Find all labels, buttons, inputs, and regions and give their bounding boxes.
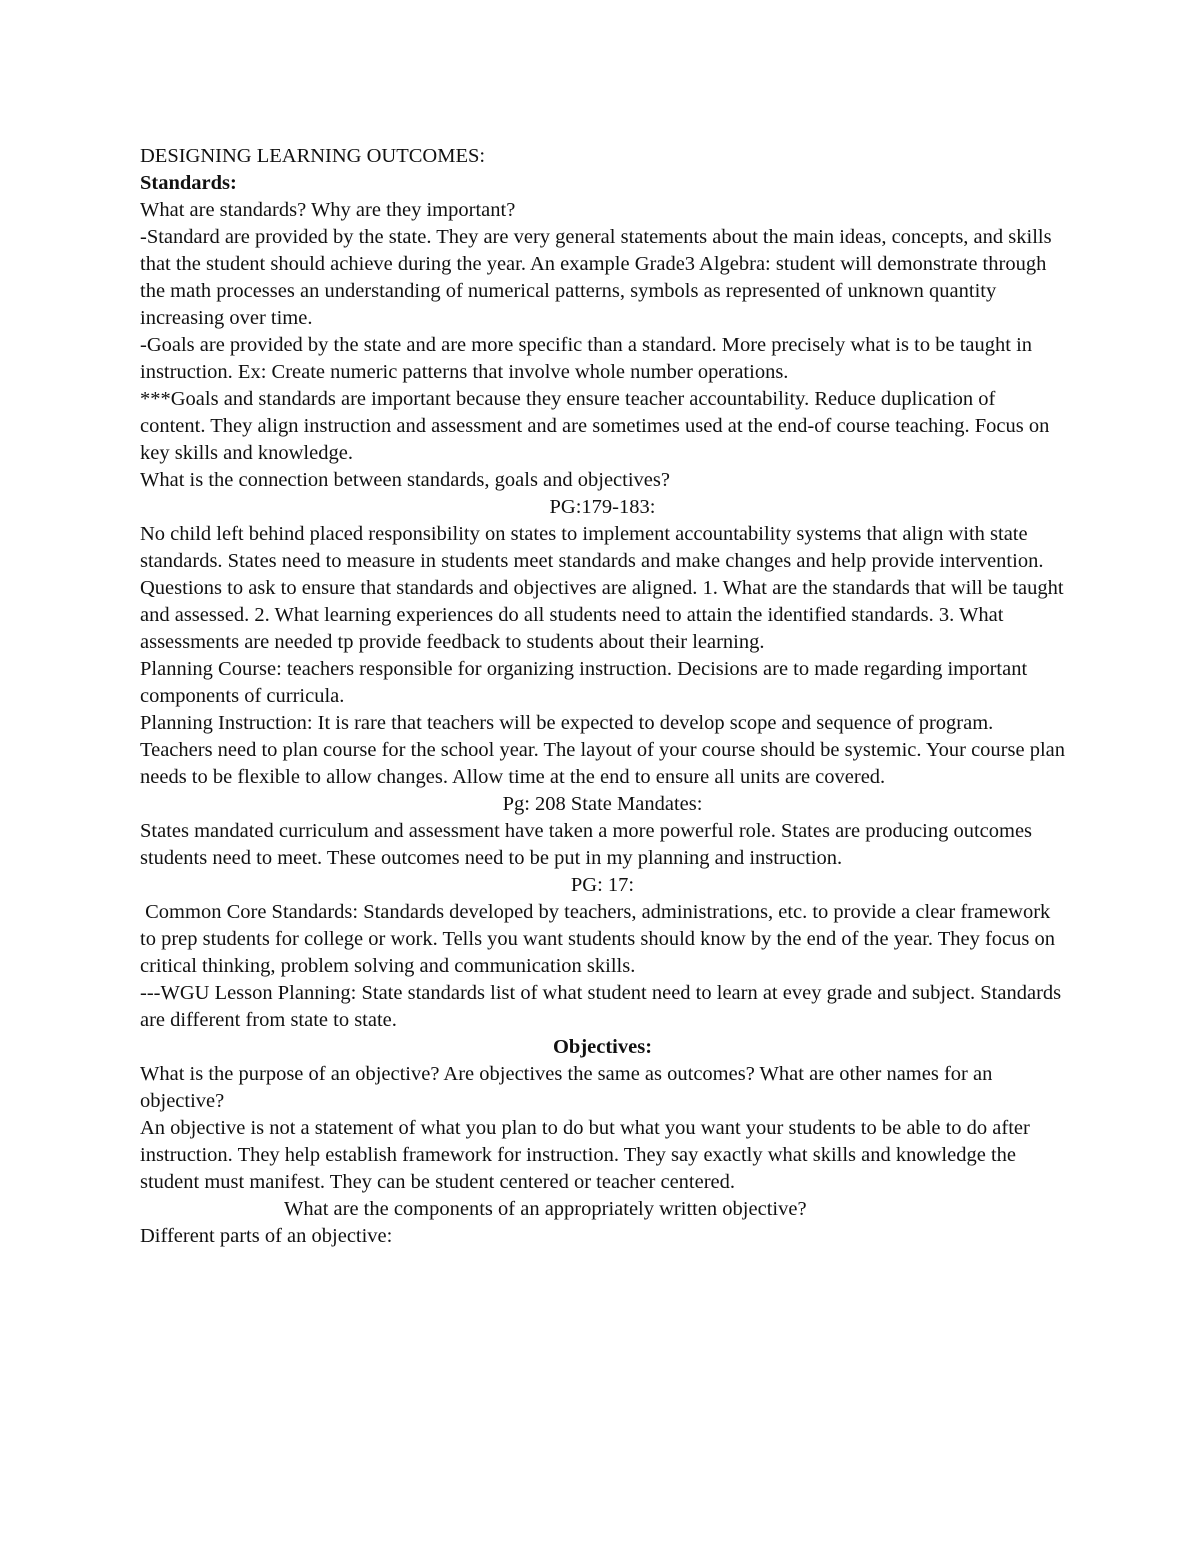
standards-paragraph-9: ---WGU Lesson Planning: State standards list of what student need to learn at evey grade and subject. Standards are different from state to state. xyxy=(140,982,1062,1031)
objectives-question-1: What is the purpose of an objective? Are objectives the same as outcomes? What are other names for an objective? xyxy=(140,1063,993,1112)
reference-pg-208: Pg: 208 State Mandates: xyxy=(502,793,703,815)
standards-question-1: What are standards? Why are they important? xyxy=(140,199,516,221)
document-title: DESIGNING LEARNING OUTCOMES: xyxy=(140,145,486,167)
standards-paragraph-5: Planning Course: teachers responsible for organizing instruction. Decisions are to made regarding important components of curricula. xyxy=(140,658,1028,707)
standards-paragraph-8: Common Core Standards: Standards developed by teachers, administrations, etc. to provide a clear framework to prep students for college or work. Tells you want students should know by the end of the year. They focus on critical thinking, problem solving and communication skills. xyxy=(140,901,1061,977)
document-page xyxy=(140,143,1065,1250)
reference-pg-17: PG: 17: xyxy=(570,874,635,896)
standards-heading: Standards: xyxy=(140,172,237,194)
standards-paragraph-6: Planning Instruction: It is rare that teachers will be expected to develop scope and sequence of program. Teachers need to plan course for the school year. The layout of your course should be systemic. Your course plan needs to be flexible to allow changes. Allow time at the end to ensure all units are covered. xyxy=(140,712,1065,788)
standards-paragraph-2: -Goals are provided by the state and are more specific than a standard. More precisely what is to be taught in instruction. Ex: Create numeric patterns that involve whole number operations. xyxy=(140,334,1033,383)
objectives-heading: Objectives: xyxy=(552,1036,653,1058)
standards-paragraph-7: States mandated curriculum and assessment have taken a more powerful role. States are producing outcomes students need to meet. These outcomes need to be put in my planning and instruction. xyxy=(140,820,1033,869)
reference-pg-179: PG:179-183: xyxy=(549,496,656,518)
standards-paragraph-1: -Standard are provided by the state. They are very general statements about the main ideas, concepts, and skills that the student should achieve during the year. An example Grade3 Algebra: student will demonstrate through the math processes an understanding of numerical patterns, symbols as represented of unknown quantity increasing over time. xyxy=(140,226,1052,329)
standards-paragraph-4: No child left behind placed responsibility on states to implement accountability systems that align with state standards. States need to measure in students meet standards and make changes and help provide intervention. Questions to ask to ensure that standards and objectives are aligned. 1. What are the standards that will be taught and assessed. 2. What learning experiences do all students need to attain the identified standards. 3. What assessments are needed tp provide feedback to students about their learning. xyxy=(140,523,1064,653)
objectives-paragraph-2: Different parts of an objective: xyxy=(140,1225,393,1247)
standards-question-2: What is the connection between standards, goals and objectives? xyxy=(140,469,670,491)
objectives-question-2: What are the components of an appropriately written objective? xyxy=(284,1198,807,1220)
objectives-paragraph-1: An objective is not a statement of what you plan to do but what you want your students to be able to do after instruction. They help establish framework for instruction. They say exactly what skills and knowledge the student must manifest. They can be student centered or teacher centered. xyxy=(140,1117,1030,1193)
standards-paragraph-3: ***Goals and standards are important because they ensure teacher accountability. Reduce duplication of content. They align instruction and assessment and are sometimes used at the end-of course teaching. Focus on key skills and knowledge. xyxy=(140,388,1050,464)
